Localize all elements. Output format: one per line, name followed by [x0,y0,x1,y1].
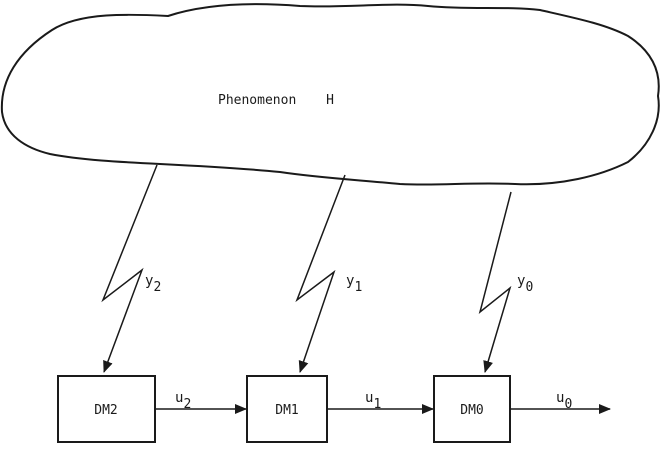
decision-maker-dm0 [434,376,510,442]
observation-link-y2 [103,165,157,372]
dm1-label: DM1 [275,403,299,418]
decision-label-u1: u1 [365,390,382,412]
svg-text:Phenomenon H [218,93,334,108]
dm0-label: DM0 [460,403,484,418]
decision-maker-dm1 [247,376,327,442]
observation-label-y1: y1 [346,273,363,295]
phenomenon-cloud [2,4,659,184]
decision-maker-dm2 [58,376,155,442]
observation-label-y2: y2 [145,273,162,295]
observation-link-y0 [480,192,511,372]
dm2-label: DM2 [94,403,118,418]
phenomenon-symbol: H [326,93,334,108]
observation-link-y1 [297,175,345,372]
phenomenon-label: Phenomenon [218,93,297,108]
observation-label-y0: y0 [517,273,534,295]
decision-label-u2: u2 [175,390,192,412]
decision-label-u0: u0 [556,390,573,412]
